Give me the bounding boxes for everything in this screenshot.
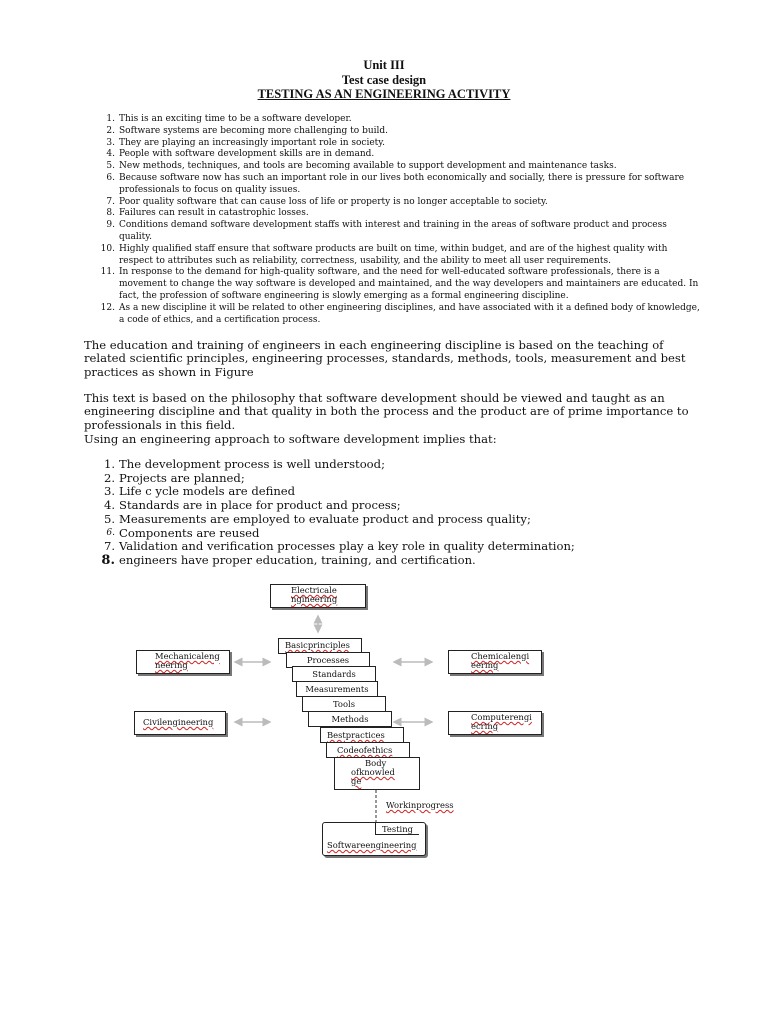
list-item: 5. New methods, techniques, and tools are becoming available to support development and maintenance tasks. bbox=[106, 161, 617, 172]
paragraph-approach: Using an engineering approach to software development implies that: bbox=[84, 432, 497, 446]
electrical-engineering-box: Electricale ngineering bbox=[270, 584, 366, 608]
engineering-disciplines-figure bbox=[120, 576, 580, 866]
list-item: 1. The development process is well understood; bbox=[103, 457, 385, 471]
list-item: 5. Measurements are employed to evaluate product and process quality; bbox=[103, 511, 531, 526]
software-engineering-label: Softwareengineering bbox=[327, 840, 417, 850]
mechanical-engineering-box: Mechanicaleng neering bbox=[136, 650, 230, 674]
intro-list bbox=[100, 114, 700, 326]
software-engineering-box bbox=[322, 822, 426, 856]
unit-heading: Unit III bbox=[363, 58, 405, 72]
civil-engineering-box: Civilengineering bbox=[134, 711, 226, 735]
list-item: 8. engineers have proper education, training, and certification. bbox=[101, 552, 476, 568]
list-item: 2. Projects are planned; bbox=[103, 470, 245, 485]
list-item: 1. This is an exciting time to be a software developer. bbox=[106, 114, 352, 124]
title-heading: Test case design bbox=[341, 73, 427, 87]
tools-step: Tools bbox=[302, 696, 386, 712]
list-item: 2. Software systems are becoming more challenging to build. bbox=[106, 125, 389, 136]
list-item: 10. Highly qualified staff ensure that software products are built on time, within budget, and are of the highest quality with respect to attributes such as reliability, correctness, usability, and the ability to meet all user requirements. bbox=[100, 243, 668, 266]
list-item: 6. Components are reused bbox=[106, 525, 260, 540]
basic-principles-step: Basicprinciples bbox=[278, 638, 362, 654]
measurements-step: Measurements bbox=[296, 681, 378, 697]
list-item: 3. Life c ycle models are defined bbox=[103, 484, 296, 499]
list-item: 7. Validation and verification processes play a key role in quality determination; bbox=[103, 539, 575, 554]
list-item: 7. Poor quality software that can cause loss of life or property is no longer acceptable to society. bbox=[106, 196, 548, 207]
paragraph-philosophy: This text is based on the philosophy that software development should be viewed and taught as an engineering discipline and that quality in both the process and the product are of prime importance to professionals in this field. bbox=[84, 391, 689, 432]
list-item: 8. Failures can result in catastrophic losses. bbox=[106, 208, 309, 219]
standards-step: Standards bbox=[292, 666, 376, 682]
chemical-engineering-box: Chemicalengi eering bbox=[448, 650, 542, 674]
methods-step: Methods bbox=[308, 711, 392, 727]
paragraph-education: The education and training of engineers in each engineering discipline is based on the teaching of related scientific principles, engineering processes, standards, methods, tools, measurement and best practices as shown in Figure bbox=[84, 338, 686, 379]
best-practices-step: Bestpractices bbox=[320, 727, 404, 743]
list-item: 6. Because software now has such an important role in our lives both economically and socially, there is pressure for software professionals to focus on quality issues. bbox=[106, 172, 685, 195]
approach-list bbox=[100, 458, 700, 568]
list-item: 11. In response to the demand for high-quality software, and the need for well-educated software professionals, there is a movement to change the way software is developed and maintained, and the way developers and maintainers are educated. In fact, the profession of software engineering is slowly emerging as a formal engineering discipline. bbox=[100, 267, 699, 301]
testing-label: Testing bbox=[375, 823, 419, 835]
list-item: 4. Standards are in place for product and process; bbox=[103, 498, 401, 513]
processes-step: Processes bbox=[286, 652, 370, 668]
work-in-progress-label: Workinprogress bbox=[386, 800, 454, 810]
list-item: 9. Conditions demand software development staffs with interest and training in the areas of software product and process quality. bbox=[106, 220, 667, 242]
code-of-ethics-step: Codeofethics bbox=[326, 742, 410, 758]
computer-engineering-box: Computerengi ecring bbox=[448, 711, 542, 735]
body-of-knowledge-step: Body ofknowled ge bbox=[334, 757, 420, 790]
list-item: 3. They are playing an increasingly important role in society. bbox=[106, 137, 386, 148]
list-item: 12. As a new discipline it will be related to other engineering disciplines, and have associated with it a defined body of knowledge, a code of ethics, and a certification process. bbox=[100, 302, 700, 325]
subtitle-heading: TESTING AS AN ENGINEERING ACTIVITY bbox=[257, 87, 511, 101]
list-item: 4. People with software development skills are in demand. bbox=[106, 149, 375, 160]
